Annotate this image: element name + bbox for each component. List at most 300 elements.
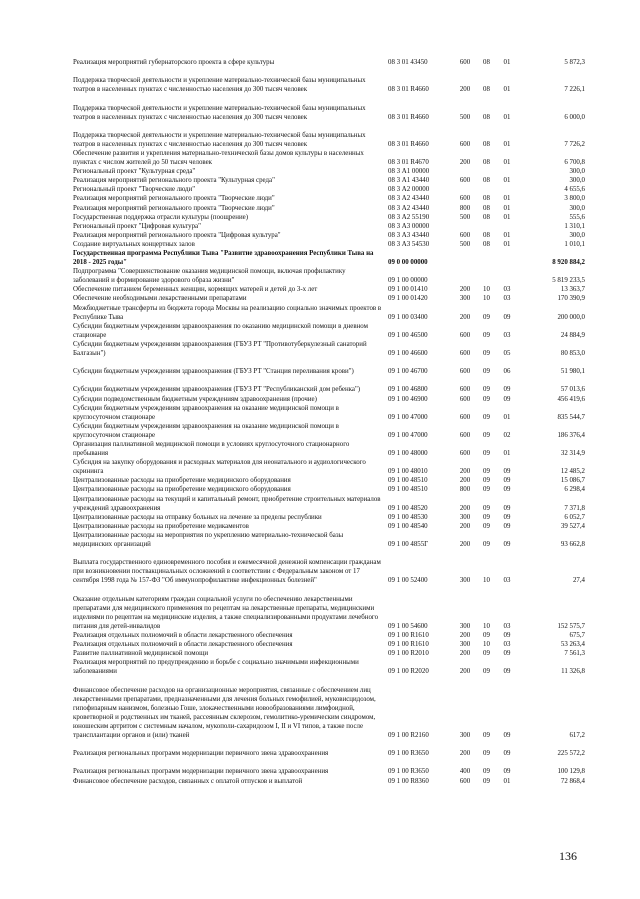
- row-code: 08 3 01 R4670: [388, 159, 429, 167]
- row-subsection: [497, 167, 517, 176]
- row-amount: 53 263,4: [560, 641, 585, 649]
- table-row: [73, 194, 585, 203]
- row-section: 09: [483, 468, 490, 476]
- row-subsection: 09: [503, 468, 511, 476]
- row-section: 09: [483, 395, 490, 403]
- row-expense-type: 500: [459, 213, 471, 221]
- row-subsection: 01: [503, 177, 511, 185]
- row-subsection: 02: [503, 431, 511, 439]
- row-amount: 8 920 884,2: [552, 259, 585, 267]
- row-name: Субсидии бюджетным учреждениям здравоохранения на оказание медицинской помощи в круглосуточном стационаре: [73, 422, 339, 439]
- row-subsection: 03: [503, 577, 511, 585]
- row-code: 08 3 А2 55190: [388, 213, 430, 221]
- row-section: 09: [483, 750, 490, 758]
- row-amount: 1 310,1: [564, 222, 585, 230]
- row-expense-type: 300: [459, 577, 471, 585]
- row-subsection: [497, 249, 517, 267]
- row-code: 09 1 00 48520: [388, 504, 428, 512]
- row-name: Централизованные расходы на отправку больных на лечение за пределы республики: [73, 513, 322, 521]
- table-row: [73, 204, 585, 213]
- table-row: [73, 777, 585, 786]
- row-name: Субсидии бюджетным учреждениям здравоохранения (ГБУЗ РТ "Противотуберкулезный санаторий Балгазын"): [73, 340, 367, 358]
- row-code: 08 3 А2 43440: [388, 204, 430, 212]
- row-subsection: 01: [503, 240, 511, 248]
- row-name: Обеспечение необходимыми лекарственными препаратами: [73, 295, 247, 303]
- row-subsection: 01: [503, 450, 511, 458]
- table-row: [73, 758, 585, 776]
- table-row: [73, 495, 585, 513]
- row-subsection: 01: [503, 140, 511, 148]
- table-row: [73, 213, 585, 222]
- row-code: 09 1 00 54600: [388, 622, 428, 630]
- row-amount: 39 527,4: [560, 522, 585, 530]
- row-name: Обеспечение питанием беременных женщин, кормящих матерей и детей до 3-х лет: [73, 286, 318, 294]
- row-expense-type: 500: [459, 113, 471, 121]
- row-subsection: 09: [503, 522, 511, 530]
- row-amount: 72 868,4: [560, 777, 585, 785]
- row-code: 09 1 00 46700: [388, 368, 428, 376]
- row-subsection: 09: [503, 386, 511, 394]
- row-section: [476, 185, 497, 194]
- row-section: 08: [483, 59, 490, 66]
- row-expense-type: 600: [459, 331, 471, 339]
- row-expense-type: [454, 185, 476, 194]
- table-row: [73, 740, 585, 758]
- row-expense-type: 200: [459, 668, 471, 676]
- row-code: 09 1 00 4855Г: [388, 541, 429, 549]
- row-subsection: 09: [503, 513, 511, 521]
- row-section: 10: [483, 295, 490, 303]
- row-amount: 51 980,1: [560, 368, 585, 376]
- row-subsection: 06: [503, 368, 511, 376]
- row-code: 08 3 01 R4660: [388, 140, 429, 148]
- row-expense-type: 200: [459, 159, 471, 167]
- row-amount: 7 371,8: [564, 504, 585, 512]
- row-amount: 7 226,1: [564, 86, 585, 94]
- table-row: [73, 458, 585, 476]
- table-row: [73, 586, 585, 632]
- row-section: [476, 267, 497, 285]
- table-row: [73, 513, 585, 522]
- row-expense-type: 600: [459, 231, 471, 239]
- row-name: Централизованные расходы на текущий и капитальный ремонт, приобретение строительных материалов учреждений здравоохранения: [73, 495, 381, 512]
- row-section: 08: [483, 195, 490, 203]
- row-amount: 13 363,7: [560, 286, 585, 294]
- row-section: 09: [483, 732, 490, 740]
- row-code: 09 1 00 R2010: [388, 650, 429, 658]
- row-subsection: 09: [503, 632, 511, 639]
- row-amount: 3 800,0: [564, 195, 585, 203]
- table-row: [73, 485, 585, 494]
- row-amount: 152 575,7: [557, 622, 585, 630]
- row-amount: 456 419,6: [557, 395, 585, 403]
- row-code: 09 1 00 48010: [388, 468, 428, 476]
- row-expense-type: 200: [459, 286, 471, 294]
- table-row: [73, 67, 585, 94]
- table-row: [73, 395, 585, 404]
- row-subsection: 01: [503, 213, 511, 221]
- row-section: 09: [483, 522, 490, 530]
- row-subsection: 09: [503, 477, 511, 485]
- row-expense-type: 200: [459, 504, 471, 512]
- row-name: Выплата государственного единовременного пособия и ежемесячной денежной компенсации гражданам при возникновении поствакцинальных осложнений в соответствии с Федеральным законом от 17 сентября 1998 года № 157-ФЗ "Об иммунопрофилактике инфекционных болезней": [73, 559, 381, 585]
- table-row: [73, 631, 585, 640]
- row-name: Реализация отдельных полномочий в области лекарственного обеспечения: [73, 632, 293, 639]
- table-row: [73, 340, 585, 358]
- row-code: 08 3 01 R4660: [388, 113, 429, 121]
- row-section: 08: [483, 140, 490, 148]
- row-expense-type: 300: [459, 622, 471, 630]
- row-name: Субсидии подведомственным бюджетным учреждениям здравоохранения (прочие): [73, 395, 317, 403]
- row-section: 08: [483, 159, 490, 167]
- page-number: 136: [559, 849, 577, 863]
- row-expense-type: 600: [459, 777, 471, 785]
- table-row: [73, 94, 585, 121]
- row-name: Субсидия на закупку оборудования и расходных материалов для неонатального и аудиологического скрининга: [73, 459, 366, 476]
- row-amount: 6 000,0: [564, 113, 585, 121]
- row-expense-type: 300: [459, 295, 471, 303]
- row-code: 09 1 00 48510: [388, 486, 428, 494]
- row-section: 09: [483, 486, 490, 494]
- row-expense-type: [454, 167, 476, 176]
- row-subsection: [497, 267, 517, 285]
- row-subsection: 05: [503, 350, 511, 358]
- table-row: [73, 649, 585, 658]
- row-name: Реализация мероприятий регионального проекта "Культурная среда": [73, 177, 275, 185]
- row-name: Региональный проект "Культурная среда": [73, 168, 196, 176]
- row-expense-type: 600: [459, 59, 471, 66]
- row-name: Финансовое обеспечение расходов, связанных с оплатой отпусков и выплатой: [73, 777, 303, 785]
- table-row: [73, 358, 585, 376]
- row-name: Субсидии бюджетным учреждениям здравоохранения (ГБУЗ РТ "Станция переливания крови"): [73, 368, 354, 376]
- table-row: [73, 176, 585, 185]
- row-section: [476, 167, 497, 176]
- row-section: 08: [483, 240, 490, 248]
- row-subsection: 01: [503, 195, 511, 203]
- row-section: 08: [483, 204, 490, 212]
- row-section: 08: [483, 86, 490, 94]
- row-name: Централизованные расходы на приобретение медицинского оборудования: [73, 486, 291, 494]
- row-subsection: [497, 222, 517, 231]
- row-name: Субсидии бюджетным учреждениям здравоохранения (ГБУЗ РТ "Республиканский дом ребенка"): [73, 386, 361, 394]
- row-amount: 300,0: [569, 168, 585, 176]
- row-code: 09 1 00 48540: [388, 522, 428, 530]
- row-subsection: 09: [503, 313, 511, 321]
- table-row: [73, 676, 585, 740]
- table-row: [73, 240, 585, 249]
- row-section: 09: [483, 331, 490, 339]
- row-name: Реализация мероприятий регионального проекта "Цифровая культура": [73, 231, 281, 239]
- row-amount: 7 561,3: [564, 650, 585, 658]
- row-code: 08 3 А1 00000: [388, 168, 430, 176]
- table-row: [73, 285, 585, 294]
- row-name: Реализация мероприятий регионального проекта "Творческие люди": [73, 195, 275, 203]
- row-name: Реализация мероприятий по предупреждению и борьбе с социально значимыми инфекционными заболеваниями: [73, 659, 359, 676]
- row-section: 08: [483, 177, 490, 185]
- table-row: [73, 658, 585, 676]
- row-subsection: 09: [503, 486, 511, 494]
- row-subsection: 03: [503, 295, 511, 303]
- row-amount: 57 013,6: [560, 386, 585, 394]
- row-subsection: 01: [503, 159, 511, 167]
- row-name: Региональный проект "Творческие люди": [73, 186, 196, 194]
- row-section: 09: [483, 431, 490, 439]
- table-row: [73, 376, 585, 394]
- row-expense-type: 600: [459, 395, 471, 403]
- row-section: 09: [483, 313, 490, 321]
- row-amount: 93 662,8: [560, 541, 585, 549]
- row-name: Региональный проект "Цифровая культура": [73, 222, 201, 230]
- row-section: 08: [483, 231, 490, 239]
- row-section: 09: [483, 768, 490, 776]
- row-subsection: 09: [503, 750, 511, 758]
- row-subsection: 01: [503, 113, 511, 121]
- row-subsection: 03: [503, 641, 511, 649]
- row-subsection: 01: [503, 204, 511, 212]
- table-row: [73, 640, 585, 649]
- row-subsection: 03: [503, 622, 511, 630]
- row-name: Создание виртуальных концертных залов: [73, 240, 195, 248]
- row-expense-type: 200: [459, 632, 471, 639]
- row-name: Реализация мероприятий губернаторского проекта в сфере культуры: [73, 59, 275, 66]
- row-subsection: 09: [503, 650, 511, 658]
- row-subsection: 03: [503, 331, 511, 339]
- row-name: Поддержка творческой деятельности и укрепление материально-технической базы муниципальных театров в населенных пунктах с численностью населения до 300 тысяч человек: [73, 77, 366, 94]
- row-amount: 555,6: [569, 213, 585, 221]
- row-expense-type: 200: [459, 541, 471, 549]
- row-expense-type: [454, 249, 476, 267]
- row-section: 08: [483, 213, 490, 221]
- row-name: Централизованные расходы на приобретение медикаментов: [73, 522, 249, 530]
- row-expense-type: 600: [459, 413, 471, 421]
- row-code: 09 1 00 01420: [388, 295, 428, 303]
- row-amount: 100 129,8: [557, 768, 585, 776]
- table-row: [73, 294, 585, 303]
- row-subsection: 03: [503, 286, 511, 294]
- table-row: [73, 58, 585, 67]
- row-code: 09 0 00 00000: [388, 259, 428, 267]
- row-subsection: 09: [503, 668, 511, 676]
- table-row: [73, 185, 585, 194]
- row-code: 09 1 00 R2160: [388, 732, 429, 740]
- row-code: 09 1 00 00000: [388, 277, 428, 285]
- table-row: [73, 476, 585, 485]
- row-name: Обеспечение развития и укрепления материально-технической базы домов культуры в населенных пунктах с числом жителей до 50 тысяч человек: [73, 149, 364, 167]
- row-amount: 4 655,6: [564, 186, 585, 194]
- row-section: 08: [483, 113, 490, 121]
- row-code: 08 3 01 R4660: [388, 86, 429, 94]
- row-subsection: 01: [503, 59, 511, 66]
- row-expense-type: 800: [459, 204, 471, 212]
- row-code: 09 1 00 46900: [388, 395, 428, 403]
- row-amount: 15 086,7: [560, 477, 585, 485]
- row-code: 09 1 00 52400: [388, 577, 428, 585]
- budget-allocation-table: [73, 58, 585, 786]
- row-amount: 27,4: [572, 577, 585, 585]
- row-expense-type: 200: [459, 650, 471, 658]
- row-amount: 7 726,2: [564, 140, 585, 148]
- row-amount: 225 572,2: [557, 750, 585, 758]
- row-amount: 300,0: [569, 177, 585, 185]
- row-amount: 835 544,7: [557, 413, 585, 421]
- row-code: 08 3 А2 00000: [388, 186, 430, 194]
- row-code: 09 1 00 R3650: [388, 750, 429, 758]
- row-expense-type: 300: [459, 641, 471, 649]
- row-amount: 300,0: [569, 204, 585, 212]
- row-subsection: [497, 185, 517, 194]
- row-expense-type: 500: [459, 240, 471, 248]
- table-row: [73, 231, 585, 240]
- row-code: 09 1 00 R1610: [388, 632, 429, 639]
- row-section: 09: [483, 368, 490, 376]
- row-section: [476, 249, 497, 267]
- row-subsection: 09: [503, 395, 511, 403]
- table-row: [73, 122, 585, 149]
- row-amount: 6 298,4: [564, 486, 585, 494]
- row-section: 09: [483, 650, 490, 658]
- row-expense-type: 200: [459, 522, 471, 530]
- row-name: Межбюджетные трансферты из бюджета города Москвы на реализацию социально значимых проектов в Республике Тыва: [73, 304, 382, 321]
- row-expense-type: 600: [459, 177, 471, 185]
- table-row: [73, 440, 585, 458]
- row-name: Реализация отдельных полномочий в области лекарственного обеспечения: [73, 641, 293, 649]
- row-expense-type: 600: [459, 350, 471, 358]
- row-expense-type: 600: [459, 431, 471, 439]
- row-expense-type: 600: [459, 140, 471, 148]
- row-amount: 5 819 233,5: [552, 277, 585, 285]
- row-name: Государственная поддержка отрасли культуры (поощрение): [73, 213, 249, 221]
- row-code: 08 3 А2 43440: [388, 195, 430, 203]
- row-subsection: 01: [503, 86, 511, 94]
- row-subsection: 09: [503, 768, 511, 776]
- row-code: 08 3 А3 54530: [388, 240, 430, 248]
- row-code: 08 3 А1 43440: [388, 177, 430, 185]
- row-expense-type: 200: [459, 86, 471, 94]
- table-row: [73, 522, 585, 531]
- row-expense-type: 200: [459, 750, 471, 758]
- row-name: Субсидии бюджетным учреждениям здравоохранения на оказание медицинской помощи в круглосуточном стационаре: [73, 404, 339, 421]
- row-code: 09 1 00 48000: [388, 450, 428, 458]
- table-row: [73, 304, 585, 322]
- row-amount: 200 000,0: [557, 313, 585, 321]
- row-name: Централизованные расходы на приобретение медицинского оборудования: [73, 477, 291, 485]
- row-amount: 24 884,9: [560, 331, 585, 339]
- row-code: 09 1 00 R3650: [388, 768, 429, 776]
- row-code: 09 1 00 47000: [388, 431, 428, 439]
- row-name: Субсидии бюджетным учреждениям здравоохранения по оказанию медицинской помощи в дневном стационаре: [73, 322, 368, 339]
- row-name: Централизованные расходы на мероприятия по укреплению материально-технической базы медицинских организаций: [73, 531, 344, 549]
- row-section: 09: [483, 477, 490, 485]
- row-expense-type: [454, 267, 476, 285]
- row-amount: 5 872,3: [564, 59, 585, 66]
- row-section: 09: [483, 513, 490, 521]
- row-code: 09 1 00 R8360: [388, 777, 429, 785]
- row-section: 09: [483, 541, 490, 549]
- row-name: Поддержка творческой деятельности и укрепление материально-технической базы муниципальных театров в населенных пунктах с численностью населения до 300 тысяч человек: [73, 131, 366, 148]
- row-subsection: 09: [503, 732, 511, 740]
- row-section: 09: [483, 350, 490, 358]
- row-name: Организация паллиативной медицинской помощи в условиях круглосуточного стационарного пребывания: [73, 440, 350, 458]
- row-section: 10: [483, 577, 490, 585]
- table-row: [73, 249, 585, 267]
- row-expense-type: 400: [459, 768, 471, 776]
- row-name: Подпрограмма "Совершенствование оказания медицинской помощи, включая профилактику заболеваний и формирование здорового образа жизни": [73, 268, 346, 285]
- row-expense-type: 600: [459, 450, 471, 458]
- row-code: 09 1 00 R2020: [388, 668, 429, 676]
- row-amount: 11 326,8: [561, 668, 585, 676]
- row-section: 09: [483, 668, 490, 676]
- row-code: 09 1 00 03400: [388, 313, 428, 321]
- row-section: 09: [483, 777, 490, 785]
- table-row: [73, 531, 585, 549]
- row-code: 08 3 01 43450: [388, 59, 428, 66]
- row-code: 09 1 00 48530: [388, 513, 428, 521]
- table-row: [73, 422, 585, 440]
- row-subsection: 09: [503, 541, 511, 549]
- row-amount: 6 700,8: [564, 159, 585, 167]
- row-name: Реализация региональных программ модернизации первичного звена здравоохранения: [73, 768, 329, 776]
- row-name: Развитие паллиативной медицинской помощи: [73, 650, 209, 658]
- row-subsection: 01: [503, 231, 511, 239]
- row-section: 09: [483, 504, 490, 512]
- row-amount: 675,7: [569, 632, 585, 639]
- row-section: 10: [483, 622, 490, 630]
- row-code: 09 1 00 46500: [388, 331, 428, 339]
- table-row: [73, 149, 585, 167]
- table-row: [73, 549, 585, 585]
- row-expense-type: 200: [459, 313, 471, 321]
- row-name: Оказание отдельным категориям граждан социальной услуги по обеспечению лекарственными препаратами для медицинского применения по рецептам на лекарственные препараты, медицинскими изделиями по рецептам на медицинские изделия, а также специализированными продуктами лечебного питания для детей-инвалидов: [73, 595, 379, 630]
- row-amount: 1 010,1: [564, 240, 585, 248]
- row-expense-type: 200: [459, 477, 471, 485]
- row-section: 09: [483, 632, 490, 639]
- row-section: 09: [483, 450, 490, 458]
- row-expense-type: 300: [459, 732, 471, 740]
- row-expense-type: 600: [459, 195, 471, 203]
- row-name: Финансовое обеспечение расходов на организационные мероприятия, связанные с обеспечением лиц лекарственными препаратами, предназначенными для лечения больных гемофилией, муковисцидозом, гипофизарным нанизмом, болезнью Гоше, злокачественными новообразованиями лимфоидной, кроветворной и родственных им тканей, рассеянным склерозом, гемолитико-уремическим синдромом, юношеским артритом с системным началом, мукополи-сахаридозом I, II и VI типов, а также после трансплантации органов и (или) тканей: [73, 686, 376, 740]
- row-section: 10: [483, 641, 490, 649]
- row-code: 08 3 А3 00000: [388, 222, 430, 230]
- row-code: 09 1 00 01410: [388, 286, 428, 294]
- row-code: 09 1 00 R1610: [388, 641, 429, 649]
- row-code: 09 1 00 47000: [388, 413, 428, 421]
- row-amount: 186 376,4: [557, 431, 585, 439]
- row-expense-type: 200: [459, 468, 471, 476]
- table-row: [73, 267, 585, 285]
- row-expense-type: 600: [459, 368, 471, 376]
- row-section: 10: [483, 286, 490, 294]
- row-subsection: 01: [503, 777, 511, 785]
- row-subsection: 09: [503, 504, 511, 512]
- row-amount: 12 485,2: [560, 468, 585, 476]
- row-name: Реализация региональных программ модернизации первичного звена здравоохранения: [73, 750, 329, 758]
- row-amount: 170 390,9: [557, 295, 585, 303]
- row-amount: 80 853,0: [560, 350, 585, 358]
- table-row: [73, 167, 585, 176]
- row-amount: 32 314,9: [560, 450, 585, 458]
- row-name: Поддержка творческой деятельности и укрепление материально-технической базы муниципальных театров в населенных пунктах с численностью населения до 300 тысяч человек: [73, 104, 366, 121]
- row-name: Государственная программа Республики Тыва "Развитие здравоохранения Республики Тыва на 2018 - 2025 годы": [73, 250, 374, 267]
- table-row: [73, 404, 585, 422]
- table-row: [73, 322, 585, 340]
- row-section: [476, 222, 497, 231]
- row-subsection: 01: [503, 413, 511, 421]
- row-code: 09 1 00 46600: [388, 350, 428, 358]
- row-section: 09: [483, 413, 490, 421]
- row-code: 09 1 00 46800: [388, 386, 428, 394]
- row-expense-type: [454, 222, 476, 231]
- table-row: [73, 222, 585, 231]
